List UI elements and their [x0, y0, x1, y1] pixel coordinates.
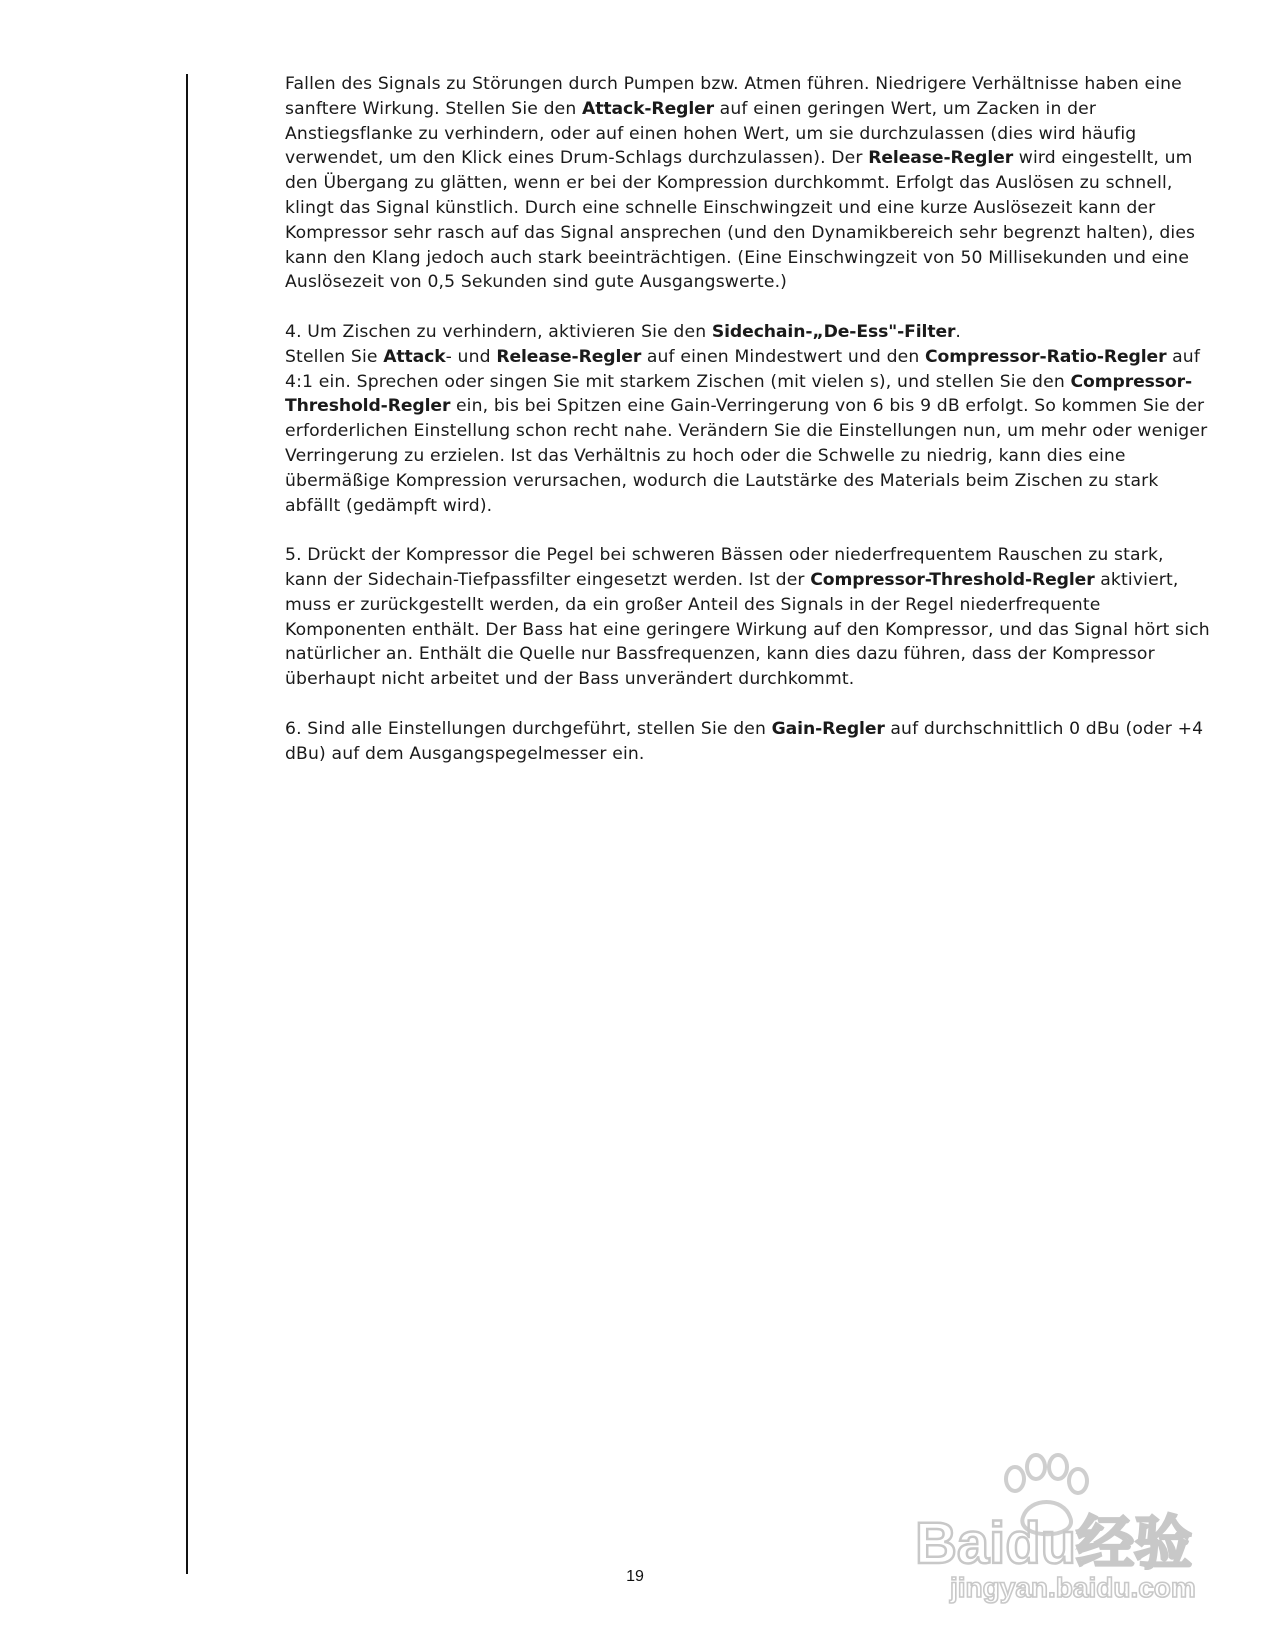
term-gain-regler: Gain-Regler	[771, 718, 885, 739]
text-run: . Stellen Sie	[285, 321, 962, 367]
paragraph-step-6	[285, 717, 1210, 767]
text-run: - und	[445, 346, 497, 367]
paragraph-step-5	[285, 543, 1210, 692]
term-compressor-threshold-regler: Compressor-Threshold-Regler	[285, 371, 1193, 417]
page-number: 19	[626, 1568, 644, 1585]
term-release-regler: Release-Regler	[496, 346, 642, 367]
term-attack: Attack	[383, 346, 446, 367]
margin-rule	[186, 74, 188, 1574]
term-attack-regler: Attack-Regler	[582, 98, 715, 119]
text-run: ein, bis bei Spitzen eine Gain-Verringerung von 6 bis 9 dB erfolgt. So kommen Sie der erforderlichen Einstellung schon recht nahe. Verändern Sie die Einstellungen nun, um mehr oder weniger Verringerung zu erzielen. Ist das Verhältnis zu hoch oder die Schwelle zu niedrig, kann dies eine übermäßige Kompression verursachen, wodurch die Lautstärke des Materials beim Zischen zu stark abfällt (gedämpft wird).	[285, 396, 1208, 516]
text-run: auf 4:1 ein. Sprechen oder singen Sie mit starkem Zischen (mit vielen s), und stellen Sie den	[285, 346, 1201, 392]
body-text	[285, 72, 1210, 791]
text-run: aktiviert, muss er zurückgestellt werden, da ein großer Anteil des Signals in der Regel niederfrequente Komponenten enthält. Der Bass hat eine geringere Wirkung auf den Kompressor, und das Signal hört sich natürlicher an. Enthält die Quelle nur Bassfrequenzen, kann dies dazu führen, dass der Kompressor überhaupt nicht arbeitet und der Bass unverändert durchkommt.	[285, 569, 1210, 690]
text-run: auf durchschnittlich 0 dBu (oder +4 dBu) auf dem Ausgangspegelmesser ein.	[285, 718, 1204, 764]
term-release-regler: Release-Regler	[868, 148, 1014, 169]
text-run: wird eingestellt, um den Übergang zu glätten, wenn er bei der Kompression durchkommt. Erfolgt das Auslösen zu schnell, klingt das Signal künstlich. Durch eine schnelle Einschwingzeit und eine kurze Auslösezeit kann der Kompressor sehr rasch auf das Signal ansprechen (und den Dynamikbereich sehr begrenzt halten), dies kann den Klang jedoch auch stark beeinträchtigen. (Eine Einschwingzeit von 50 Millisekunden und eine Auslösezeit von 0,5 Sekunden sind gute Ausgangswerte.)	[285, 148, 1196, 293]
text-run: 6. Sind alle Einstellungen durchgeführt, stellen Sie den	[285, 718, 772, 739]
text-run: auf einen Mindestwert und den	[641, 346, 926, 367]
baidu-watermark	[895, 1445, 1225, 1605]
watermark-url: jingyan.baidu.com	[950, 1572, 1196, 1603]
term-compressor-threshold-regler: Compressor-Threshold-Regler	[810, 569, 1095, 590]
text-run: 4. Um Zischen zu verhindern, aktivieren Sie den	[285, 321, 712, 342]
paragraph-step-4	[285, 320, 1210, 518]
term-de-ess-filter: Sidechain-„De-Ess"-Filter	[711, 321, 956, 342]
paragraph-compression-ratio	[285, 72, 1210, 295]
watermark-brand: Baidu经验	[915, 1511, 1193, 1576]
text-run: auf einen geringen Wert, um Zacken in der Anstiegsflanke zu verhindern, oder auf einen hohen Wert, um sie durchzulassen (dies wird häufig verwendet, um den Klick eines Drum-Schlags durchzulassen). Der	[285, 98, 1137, 169]
text-run: 5. Drückt der Kompressor die Pegel bei schweren Bässen oder niederfrequentem Rauschen zu stark, kann der Sidechain-Tiefpassfilter eingesetzt werden. Ist der	[285, 545, 1164, 590]
text-run: Fallen des Signals zu Störungen durch Pumpen bzw. Atmen führen. Niedrigere Verhältnisse haben eine sanftere Wirkung. Stellen Sie den	[285, 74, 1182, 119]
term-compressor-ratio-regler: Compressor-Ratio-Regler	[925, 346, 1167, 367]
